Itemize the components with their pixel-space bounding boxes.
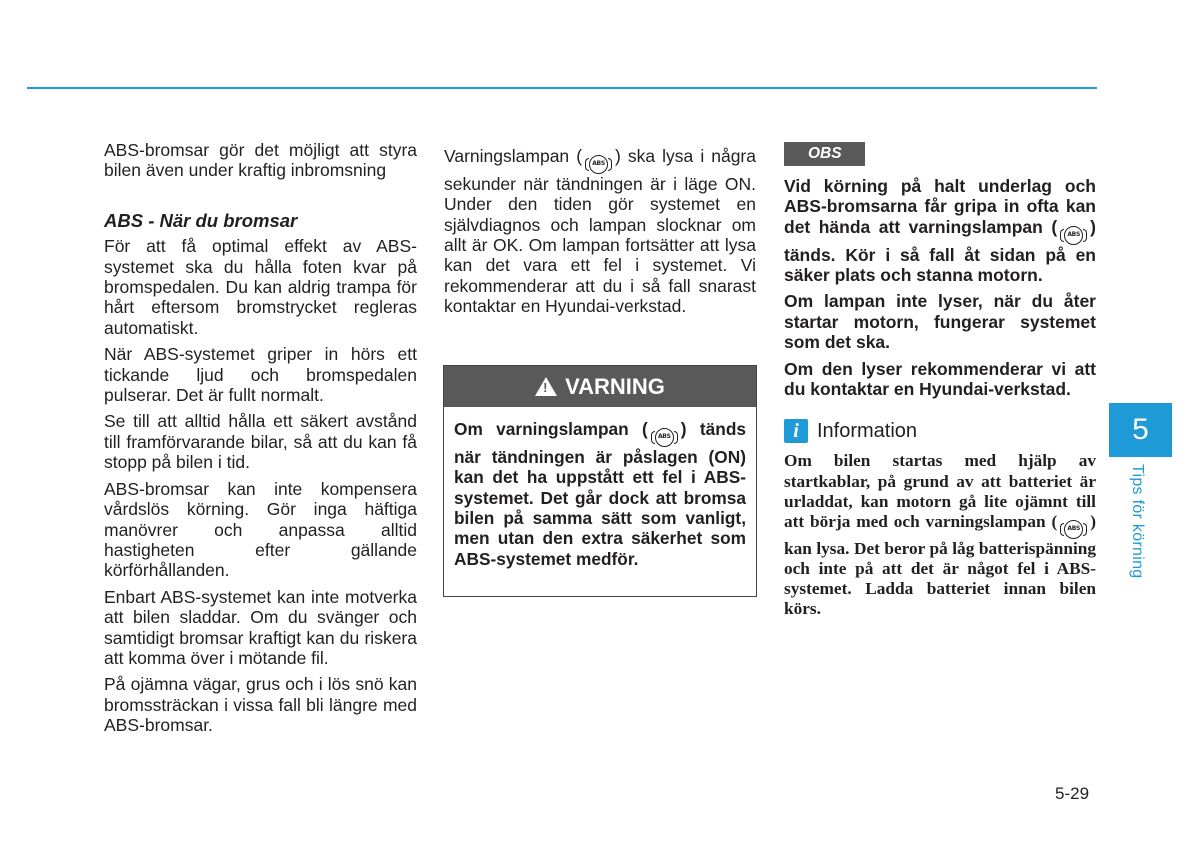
abs-warning-icon: ABS [1064,520,1083,539]
paragraph: Enbart ABS-systemet kan inte motverka att bilen sladdar. Om du svänger och samtidigt bromsar kraftigt kan du riskera att komma över i mötande fil. [104,586,417,668]
page-number: 5-29 [1055,784,1090,803]
chapter-title: Tips för körning [1129,464,1146,579]
information-title: Information [817,420,918,443]
paragraph: ABS-bromsar kan inte kompensera vårdslös körning. Gör inga häftiga manövrer och anpassa alltid hastigheten efter gällande körförhållanden. [104,478,417,581]
header-rule [27,87,1097,89]
warning-triangle-icon [535,377,557,396]
obs-label: OBS [784,142,865,166]
warning-box [443,365,757,597]
info-icon: i [784,419,808,443]
chapter-number-tab: 5 [1109,403,1172,457]
information-heading [784,419,1096,443]
information-text: Om bilen startas med hjälp av startkablar, på grund av att batteriet är urladdat, kan motorn gå lite ojämnt till att börja med och varningslampan ( ABS ) kan lysa. Det beror på låg batterispänning och inte på att det är något fel i ABS-systemet. Ladda batteriet innan bilen körs. [784,451,1096,619]
abs-warning-icon: ABS [1064,226,1083,245]
obs-paragraph: Om den lyser rekommenderar vi att du kontaktar en Hyundai-verkstad. [784,358,1096,399]
abs-warning-icon: ABS [589,155,608,174]
warning-text: Om varningslampan ( ABS ) tänds när tändningen är påslagen (ON) kan det ha uppstått ett fel i ABS-systemet. Det går dock att bromsa bilen på samma sätt som vanligt, men utan den extra säkerhet som ABS-systemet medför. [454,419,746,569]
column-middle [444,146,756,323]
paragraph: På ojämna vägar, grus och i lös snö kan bromssträckan i vissa fall bli längre med ABS-bromsar. [104,674,417,736]
warning-title: VARNING [565,373,665,399]
intro-paragraph: ABS-bromsar gör det möjligt att styra bilen även under kraftig inbromsning [104,140,417,181]
warning-header [444,366,756,407]
obs-paragraph: Om lampan inte lyser, när du åter startar motorn, fungerar systemet som det ska. [784,291,1096,353]
column-right [784,142,1096,625]
obs-paragraph: Vid körning på halt underlag och ABS-bromsarna får gripa in ofta kan det hända att varningslampan ( ABS ) tänds. Kör i så fall åt sidan på en säker plats och stanna motorn. [784,176,1096,285]
paragraph: När ABS-systemet griper in hörs ett tickande ljud och bromspedalen pulserar. Det är fullt normalt. [104,344,417,406]
column-left [104,140,417,742]
abs-warning-icon: ABS [655,428,674,447]
warning-lamp-paragraph: Varningslampan ( ABS ) ska lysa i några sekunder när tändningen är i läge ON. Under den tiden gör systemet en självdiagnos och lampan slocknar om allt är OK. Om lampan fortsätter att lysa kan det vara ett fel i systemet. Vi rekommenderar att du i så fall snarast kontaktar en Hyundai-verkstad. [444,146,756,317]
section-subheading: ABS - När du bromsar [104,209,298,231]
paragraph: För att få optimal effekt av ABS-systemet ska du hålla foten kvar på bromspedalen. Du kan aldrig trampa för hårt eftersom bromstrycket regleras automatiskt. [104,236,417,338]
paragraph: Se till att alltid hålla ett säkert avstånd till framförvarande bilar, så att du kan få stopp på bilen i tid. [104,411,417,473]
